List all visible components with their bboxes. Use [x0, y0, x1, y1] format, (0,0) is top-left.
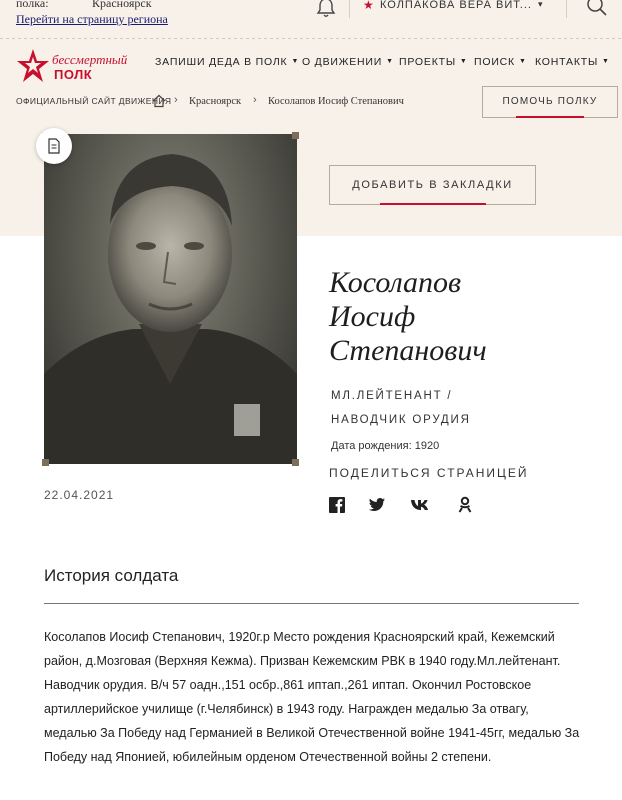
odnoklassniki-icon[interactable]: [458, 496, 472, 514]
nav-item-projects[interactable]: ПРОЕКТЫ ▼: [399, 56, 468, 68]
help-regiment-button[interactable]: ПОМОЧЬ ПОЛКУ: [482, 86, 618, 118]
patronymic: Степанович: [329, 334, 487, 367]
nav-item-enlist[interactable]: ЗАПИШИ ДЕДА В ПОЛК ▼: [155, 56, 300, 68]
logo-text: бессмертный: [52, 52, 128, 67]
add-bookmark-button[interactable]: ДОБАВИТЬ В ЗАКЛАДКИ: [329, 165, 536, 205]
bell-icon[interactable]: [316, 0, 336, 18]
photo-corner: [292, 132, 299, 139]
region-page-link[interactable]: Перейти на страницу региона: [16, 12, 168, 26]
photo-corner: [42, 459, 49, 466]
logo-star-icon[interactable]: [16, 48, 50, 84]
soldier-name: [329, 266, 609, 368]
facebook-icon[interactable]: [328, 496, 346, 514]
chevron-down-icon: ▼: [602, 58, 610, 65]
breadcrumb-site[interactable]: ОФИЦИАЛЬНЫЙ САЙТ ДВИЖЕНИЯ: [16, 96, 172, 106]
breadcrumb-arrow-icon: ›: [253, 94, 257, 106]
birth-year: 1920: [414, 440, 440, 452]
share-title: ПОДЕЛИТЬСЯ СТРАНИЦЕЙ: [329, 466, 529, 480]
story-divider: [44, 603, 579, 604]
chevron-down-icon: ▼: [459, 58, 468, 65]
birth-label: Дата рождения:: [331, 440, 412, 452]
breadcrumb-arrow-icon: ›: [174, 94, 178, 106]
breadcrumb-current: Косолапов Иосиф Степанович: [268, 96, 404, 107]
soldier-photo: [44, 134, 297, 464]
home-icon[interactable]: [152, 94, 166, 108]
photo-image: [44, 134, 297, 464]
star-icon: ★: [363, 0, 374, 12]
chevron-down-icon: ▼: [291, 58, 300, 65]
photo-corner: [292, 459, 299, 466]
nav-item-contacts[interactable]: КОНТАКТЫ ▼: [535, 56, 610, 68]
first-name: Иосиф: [329, 300, 416, 333]
logo-text: ПОЛК: [54, 67, 93, 82]
button-accent-line: [516, 116, 584, 118]
nav-item-search[interactable]: ПОИСК ▼: [474, 56, 527, 68]
story-title: История солдата: [44, 566, 179, 585]
story-text: Косолапов Иосиф Степанович, 1920г.р Место рождения Красноярский край, Кежемский район, д.Мозговая (Верхняя Кежма). Призван Кежемским РВК в 1940 году.Мл.лейтенант. Наводчик орудия. В/ч 57 оадн.,151 осбр.,861 иптап.,261 иптап. Окончил Ростовское артиллерийское училище (г.Челябинск) в 1943 году. Награжден медалью За отвагу, медалью За Победу над Германией в Великой Отечественной войне 1941-45гг, медалью За Победу над Японией, юбилейным орденом Отечественной войны 2 степени.: [44, 630, 580, 764]
soldier-rank: МЛ.ЛЕЙТЕНАНТ / НАВОДЧИК ОРУДИЯ: [331, 390, 471, 426]
vk-icon[interactable]: [410, 496, 434, 514]
portrait-illustration: [44, 134, 297, 464]
user-menu[interactable]: КОЛПАКОВА ВЕРА ВИТ...: [380, 0, 532, 11]
region-value: Красноярск: [92, 0, 152, 10]
breadcrumb-region[interactable]: Красноярск: [189, 96, 242, 107]
divider: [349, 0, 350, 18]
edit-icon: [47, 138, 61, 154]
chevron-down-icon: ▼: [386, 58, 394, 65]
edit-photo-button[interactable]: [36, 128, 72, 164]
twitter-icon[interactable]: [368, 496, 386, 514]
header-separator: [0, 38, 622, 39]
search-icon[interactable]: [586, 0, 608, 18]
region-label: полка:: [16, 0, 49, 10]
nav-item-about[interactable]: О ДВИЖЕНИИ ▼: [302, 56, 394, 68]
chevron-down-icon[interactable]: ▾: [538, 0, 543, 9]
post-date: 22.04.2021: [44, 488, 115, 502]
divider: [566, 0, 567, 18]
birth-date: [331, 440, 439, 452]
chevron-down-icon: ▼: [518, 58, 527, 65]
button-accent-line: [380, 203, 486, 205]
last-name: Косолапов: [329, 266, 462, 299]
